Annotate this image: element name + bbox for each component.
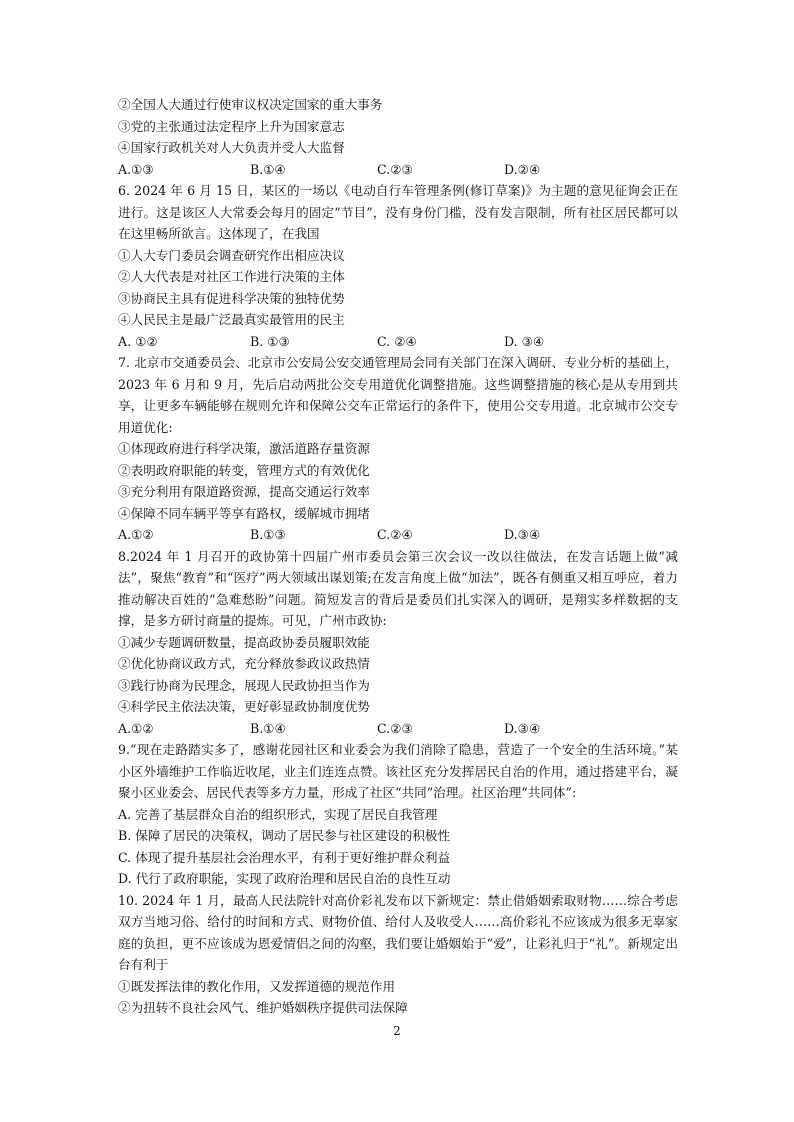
statement: ①体现政府进行科学决策，激活道路存量资源 [118,441,370,456]
statement: ②人大代表是对社区工作进行决策的主体 [118,269,345,284]
question-7 [118,352,678,546]
option-b: B. ①③ [250,333,290,349]
page-content [118,94,678,1019]
statement: ④国家行政机关对人大负责并受人大监督 [118,140,345,155]
question-9 [118,739,678,890]
statement: ②全国人大通过行使审议权决定国家的重大事务 [118,97,383,112]
statement: ③充分利用有限道路资源，提高交通运行效率 [118,484,370,499]
question-stem: 7. 北京市交通委员会、北京市公安局公安交通管理局会同有关部门在深入调研、专业分析的基础上，2023 年 6 月和 9 月，先后启动两批公交专用道优化调整措施。这些调整措施的核心是从专用到共享，让更多车辆能够在规则允许和保障公交车正常运行的条件下，使用公交专用道。北京城市公交专用道优化: [118,355,678,435]
option-a: A.①② [118,720,154,736]
question-8 [118,546,678,740]
statement: ③协商民主具有促进科学决策的独特优势 [118,290,345,306]
option-d: D. 代行了政府职能，实现了政府治理和居民自治的良性互动 [118,871,451,886]
statement: ③践行协商为民理念，展现人民政协担当作为 [118,677,370,693]
option-c: C. 体现了提升基层社会治理水平，有利于更好维护群众利益 [118,849,451,865]
question-stem: 9.“现在走路踏实多了，感谢花园社区和业委会为我们消除了隐患，营造了一个安全的生活环境。”某小区外墙维护工作临近收尾，业主们连连点赞。该社区充分发挥居民自治的作用，通过搭建平台，凝聚小区业委会、居民代表等多方力量，形成了社区“共同”治理。社区治理“共同体”: [118,742,678,800]
question-stem: 8.2024 年 1 月召开的政协第十四届广州市委员会第三次会议一改以往做法，在发言话题上做“减法”，聚焦“教育”和“医疗”两大领域出谋划策;在发言角度上做“加法”，既各有侧重又相互呼应，着力推动解决百姓的“急难愁盼”问题。简短发言的背后是委员们扎实深入的调研，是翔实多样数据的支撑，是多方研讨商量的提炼。可见，广州市政协: [118,548,678,628]
question-6 [118,180,678,352]
option-d: D.③④ [504,527,541,542]
question-stem: 10. 2024 年 1 月，最高人民法院针对高价彩礼发布以下新规定：禁止借婚姻索取财物……综合考虑双方当地习俗、给付的时间和方式、财物价值、给付人及收受人……高价彩礼不应该成为很多无辜家庭的负担，更不应该成为恩爱情侣之间的沟壑，我们要让婚姻始于“爱”，让彩礼归于“礼”。新规定出台有利于 [118,892,678,972]
option-c: C.②③ [377,161,413,177]
statement: ③党的主张通过法定程序上升为国家意志 [118,118,345,134]
carryover-question [118,94,678,180]
statement: ①减少专题调研数量，提高政协委员履职效能 [118,634,370,650]
answer-options [118,718,678,740]
option-b: B.①③ [250,527,286,542]
option-c: C.②③ [377,720,413,736]
option-d: D. ③④ [504,333,545,349]
statement: ④人民民主是最广泛最真实最管用的民主 [118,312,345,327]
answer-options [118,331,678,353]
option-a: A.①② [118,527,154,542]
statement: ②表明政府职能的转变，管理方式的有效优化 [118,462,370,478]
option-a: A.①③ [118,161,154,177]
statement: ④保障不同车辆平等享有路权，缓解城市拥堵 [118,505,370,521]
option-c: C.②④ [377,527,413,542]
option-b: B.①④ [250,720,286,736]
statement: ④科学民主依法决策，更好彰显政协制度优势 [118,699,370,714]
option-c: C. ②④ [377,333,417,349]
statement: ②为扭转不良社会风气、维护婚姻秩序提供司法保障 [118,1000,408,1015]
question-stem: 6. 2024 年 6 月 15 日，某区的一场以《电动自行车管理条例(修订草案)》为主题的意见征询会正在进行。这是该区人大常委会每月的固定“节目”，没有身份门槛，没有发言限制，所有社区居民都可以在这里畅所欲言。这体现了，在我国 [118,183,678,241]
option-d: D.③④ [504,720,541,736]
option-a: A. 完善了基层群众自治的组织形式，实现了居民自我管理 [118,806,438,822]
statement: ②优化协商议政方式，充分释放参政议政热情 [118,656,370,671]
option-b: B.①④ [250,161,286,177]
page-number: 2 [393,1024,401,1038]
option-b: B. 保障了居民的决策权，调动了居民参与社区建设的积极性 [118,828,451,843]
answer-options [118,524,678,546]
statement: ①人大专门委员会调查研究作出相应决议 [118,247,345,263]
statement: ①既发挥法律的教化作用，又发挥道德的规范作用 [118,978,396,994]
question-10 [118,890,678,1019]
option-d: D.②④ [504,161,541,177]
option-a: A. ①② [118,333,158,349]
answer-options [118,159,678,181]
